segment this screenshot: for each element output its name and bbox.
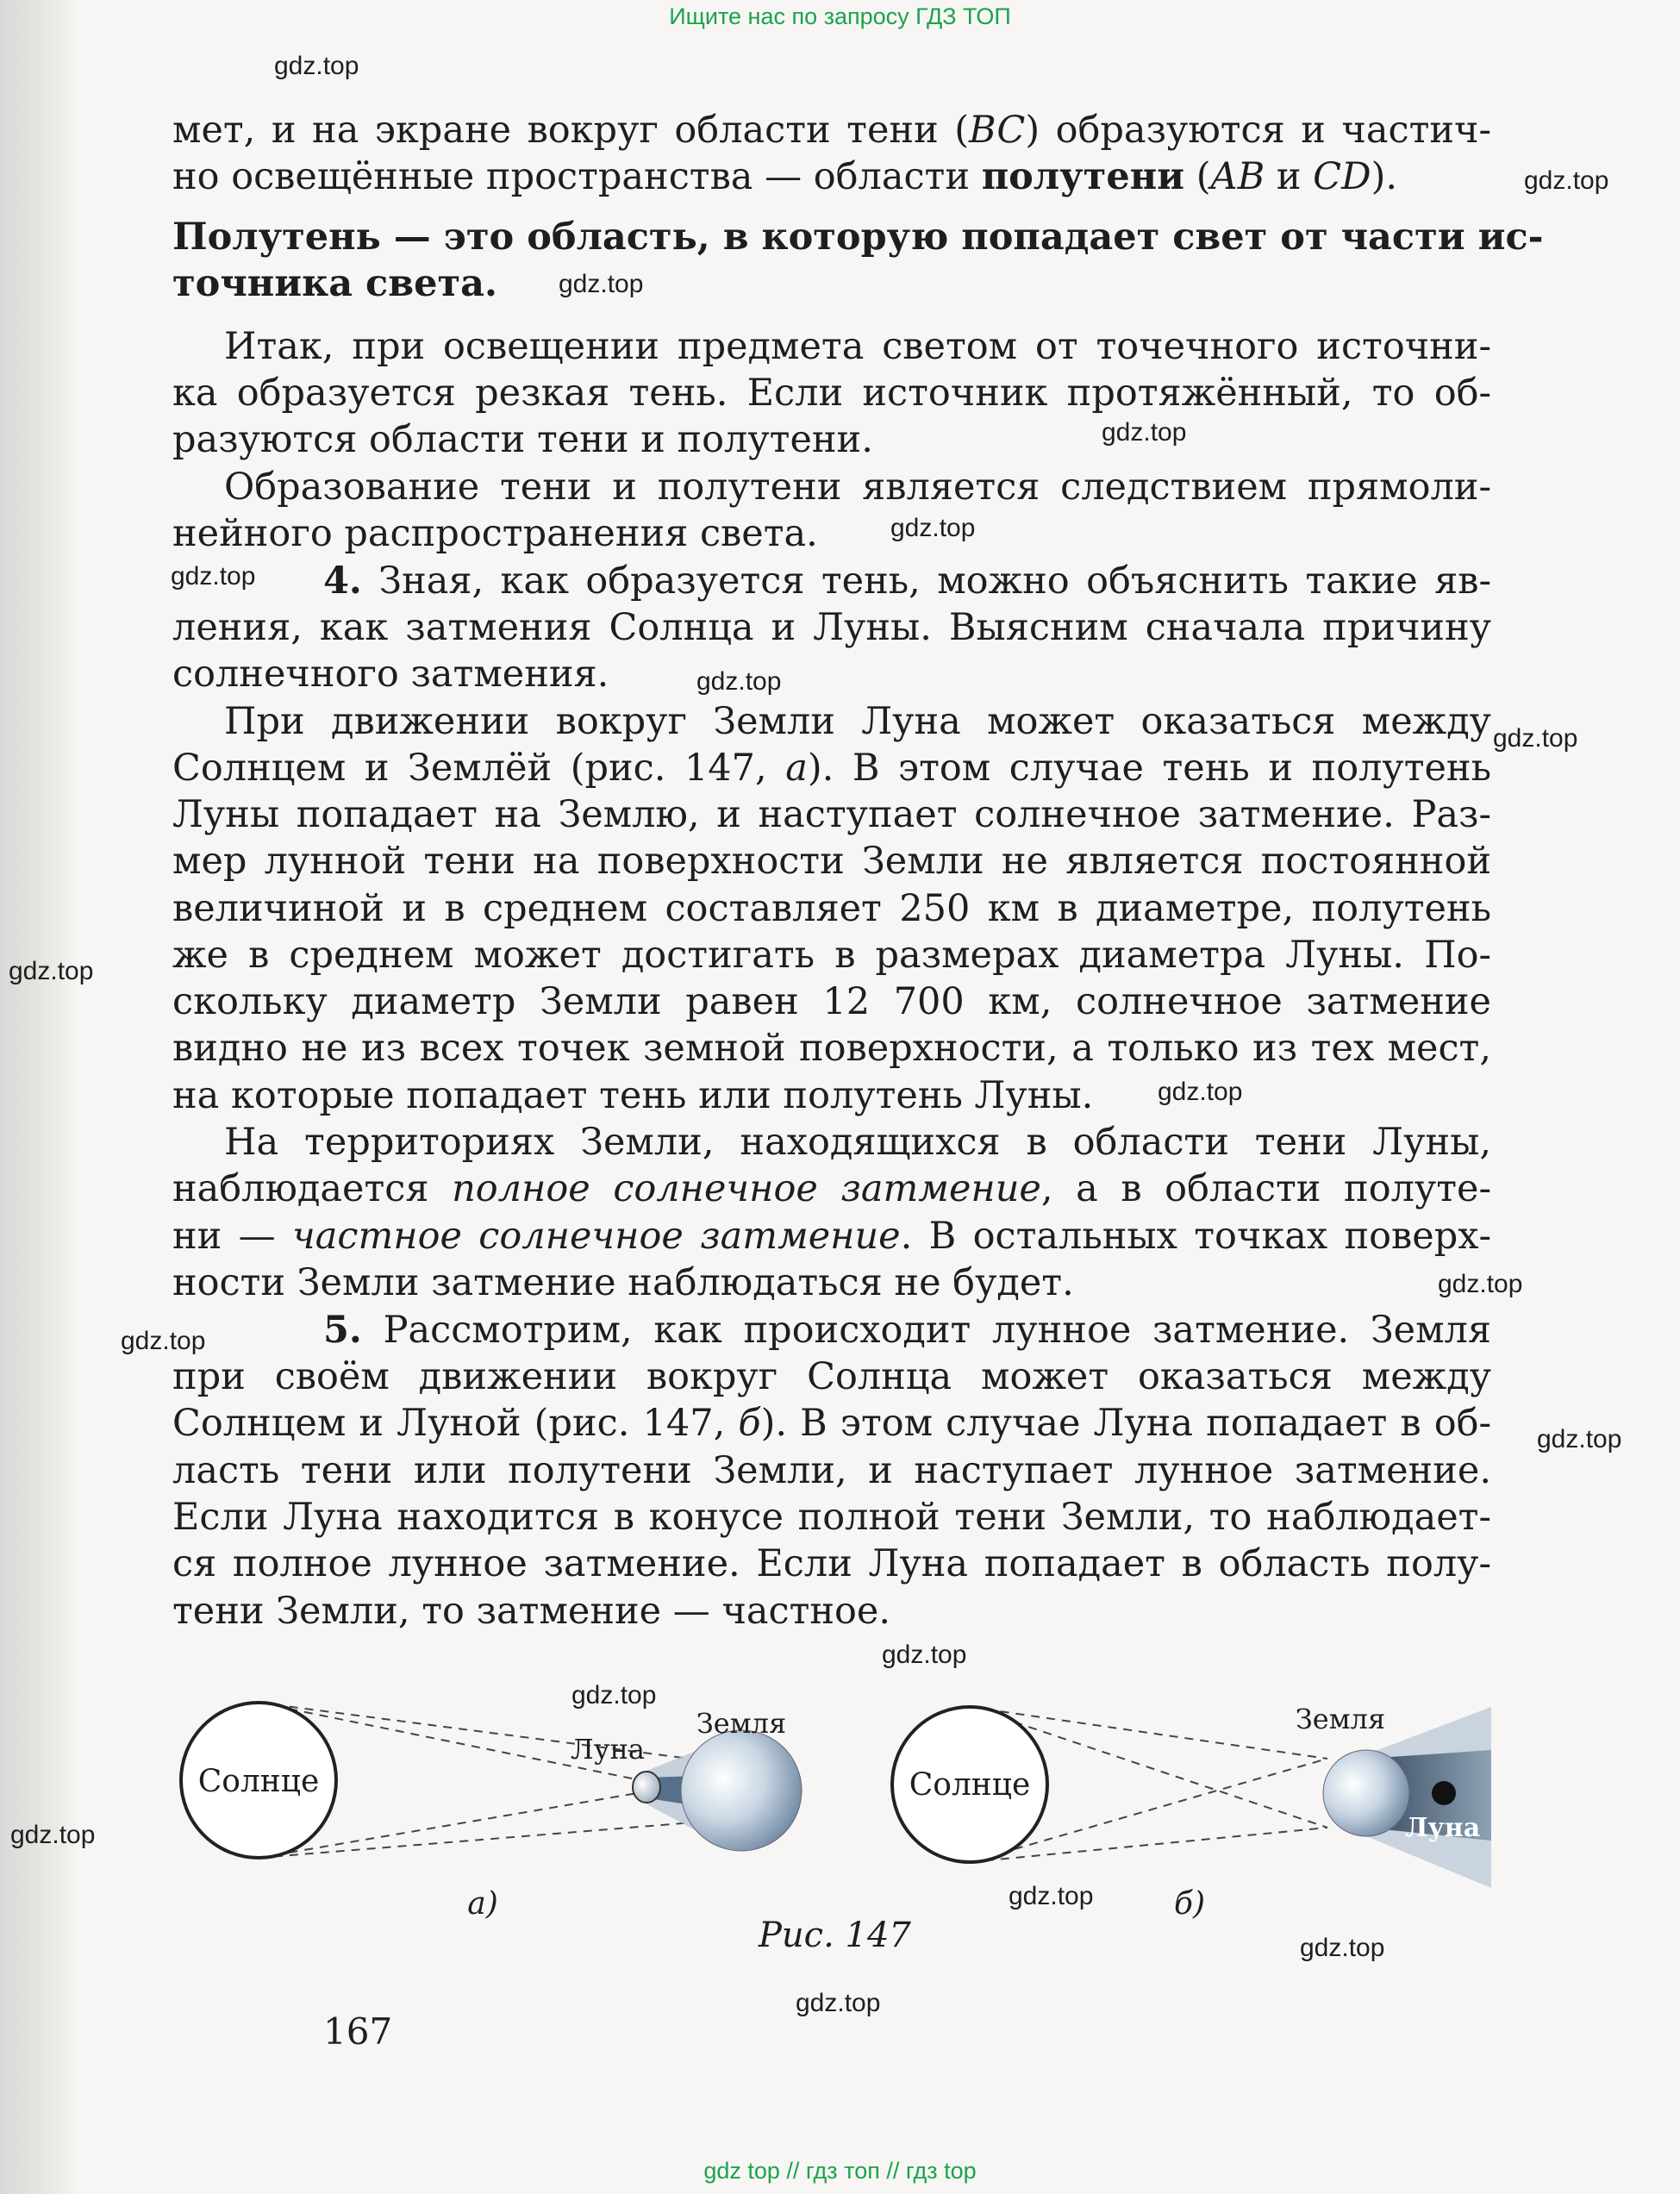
text-line: [172, 107, 1491, 153]
text-line: ности Земли затмение наблюдаться не будет.: [172, 1261, 1074, 1304]
watermark: gdz.top: [1524, 166, 1609, 195]
figure-caption: Рис. 147: [759, 1916, 911, 1955]
text-span: Зная, как образуется тень, можно объяснить такие яв-: [361, 559, 1491, 603]
text-span: , а в области полуте-: [1040, 1167, 1491, 1210]
text-line: [172, 1400, 1491, 1447]
text-line: тени Земли, то затмение — частное.: [172, 1590, 891, 1633]
watermark: gdz.top: [9, 957, 94, 985]
text-span: ).: [1371, 155, 1398, 198]
text-line: [172, 1307, 1491, 1353]
text-span: AB: [1210, 155, 1265, 198]
watermark: gdz.top: [890, 514, 976, 542]
text-line: видно не из всех точек земной поверхности, а только из тех мест,: [172, 1027, 1491, 1070]
text-line: скольку диаметр Земли равен 12 700 км, солнечное затмение: [172, 980, 1491, 1023]
watermark: gdz.top: [571, 1681, 657, 1710]
moon-icon: [1432, 1781, 1456, 1805]
text-line: [172, 1166, 1491, 1212]
text-line: Луны попадает на Землю, и наступает солнечное затмение. Раз-: [172, 793, 1491, 836]
text-line: При движении вокруг Земли Луна может оказаться между: [224, 700, 1491, 743]
text-line: [172, 745, 1491, 791]
text-line: величиной и в среднем составляет 250 км в диаметре, полутень: [172, 887, 1491, 930]
text-line: ления, как затмения Солнца и Луны. Выясним сначала причину: [172, 606, 1491, 649]
watermark: gdz.top: [1009, 1882, 1094, 1910]
earth-icon: [1323, 1750, 1409, 1836]
text-line: [172, 153, 1491, 200]
text-span: полное солнечное затмение: [452, 1167, 1041, 1210]
text-line: ка образуется резкая тень. Если источник протяжённый, то об-: [172, 372, 1491, 415]
top-banner[interactable]: Ищите нас по запросу ГДЗ ТОП: [669, 3, 1011, 29]
text-span: Рассмотрим, как происходит лунное затмение. Земля: [361, 1309, 1491, 1352]
text-span: наблюдается: [172, 1167, 453, 1210]
earth-label: Земля: [1295, 1703, 1386, 1735]
watermark: gdz.top: [796, 1989, 881, 2017]
text-line: Образование тени и полутени является следствием прямоли-: [224, 466, 1491, 509]
text-span: и: [1265, 155, 1314, 198]
text-span: CD: [1313, 155, 1371, 198]
watermark: gdz.top: [882, 1641, 967, 1669]
watermark: gdz.top: [171, 562, 256, 591]
moon-label: Луна: [1405, 1813, 1481, 1843]
text-span: Солнцем и Луной (рис. 147,: [172, 1402, 739, 1445]
text-span: ) образуются и частич-: [1025, 109, 1491, 152]
text-line: разуются области тени и полутени.: [172, 418, 873, 461]
text-span: (: [1184, 155, 1211, 198]
watermark: gdz.top: [1300, 1934, 1385, 1962]
text-span: мет, и на экране вокруг области тени (: [172, 109, 970, 152]
definition-line: точника света.: [172, 262, 497, 305]
text-line: ласть тени или полутени Земли, и наступает лунное затмение.: [172, 1449, 1491, 1492]
earth-label: Земля: [696, 1707, 787, 1740]
text-span: ). В этом случае тень и полутень: [807, 747, 1491, 790]
text-line: на которые попадает тень или полутень Луны.: [172, 1074, 1094, 1117]
text-span: б: [738, 1402, 761, 1445]
text-line: же в среднем может достигать в размерах диаметра Луны. По-: [172, 934, 1491, 977]
figure-147: [164, 1690, 1491, 1948]
section-number: 5.: [323, 1309, 362, 1352]
watermark: gdz.top: [1102, 418, 1187, 447]
section-number: 4.: [323, 559, 362, 603]
earth-icon: [681, 1730, 802, 1851]
text-span: ). В этом случае Луна попадает в об-: [760, 1402, 1491, 1445]
text-line: ся полное лунное затмение. Если Луна попадает в область полу-: [172, 1542, 1491, 1585]
text-line: Итак, при освещении предмета светом от точечного источни-: [224, 325, 1491, 368]
watermark: gdz.top: [1158, 1078, 1243, 1106]
watermark: gdz.top: [121, 1327, 206, 1355]
sun-label: Солнце: [909, 1767, 1031, 1803]
text-span: Солнцем и Землёй (рис. 147,: [172, 747, 786, 790]
bottom-banner[interactable]: gdz top // гдз топ // гдз top: [703, 2158, 977, 2184]
watermark: gdz.top: [1493, 724, 1578, 753]
watermark: gdz.top: [559, 270, 644, 298]
panel-label: б): [1173, 1886, 1206, 1922]
term-bold: полутени: [981, 155, 1185, 198]
text-line: [172, 1213, 1491, 1260]
text-span: ни —: [172, 1215, 293, 1258]
moon-icon: [633, 1772, 660, 1803]
panel-label: а): [467, 1886, 498, 1922]
page-number: 167: [323, 2010, 393, 2053]
watermark: gdz.top: [696, 667, 782, 696]
watermark: gdz.top: [1438, 1270, 1523, 1298]
text-line: Если Луна находится в конусе полной тени Земли, то наблюдает-: [172, 1496, 1491, 1539]
text-span: BC: [969, 109, 1026, 152]
sun-label: Солнце: [197, 1764, 320, 1799]
text-line: при своём движении вокруг Солнца может оказаться между: [172, 1355, 1491, 1398]
text-span: частное солнечное затмение: [292, 1215, 901, 1258]
text-line: солнечного затмения.: [172, 653, 609, 696]
text-span: а: [785, 747, 808, 790]
watermark: gdz.top: [274, 52, 359, 80]
definition-line: Полутень — это область, в которую попадает свет от части ис-: [172, 216, 1544, 259]
text-span: но освещённые пространства — области: [172, 155, 982, 198]
watermark: gdz.top: [1537, 1425, 1622, 1453]
text-line: нейного распространения света.: [172, 512, 818, 555]
moon-label: Луна: [571, 1733, 645, 1766]
text-line: [172, 558, 1491, 604]
text-line: На территориях Земли, находящихся в области тени Луны,: [224, 1121, 1491, 1164]
text-span: . В остальных точках поверх-: [900, 1215, 1491, 1258]
scan-left-edge: [0, 0, 79, 2194]
watermark: gdz.top: [10, 1821, 96, 1849]
text-line: мер лунной тени на поверхности Земли не является постоянной: [172, 840, 1491, 883]
